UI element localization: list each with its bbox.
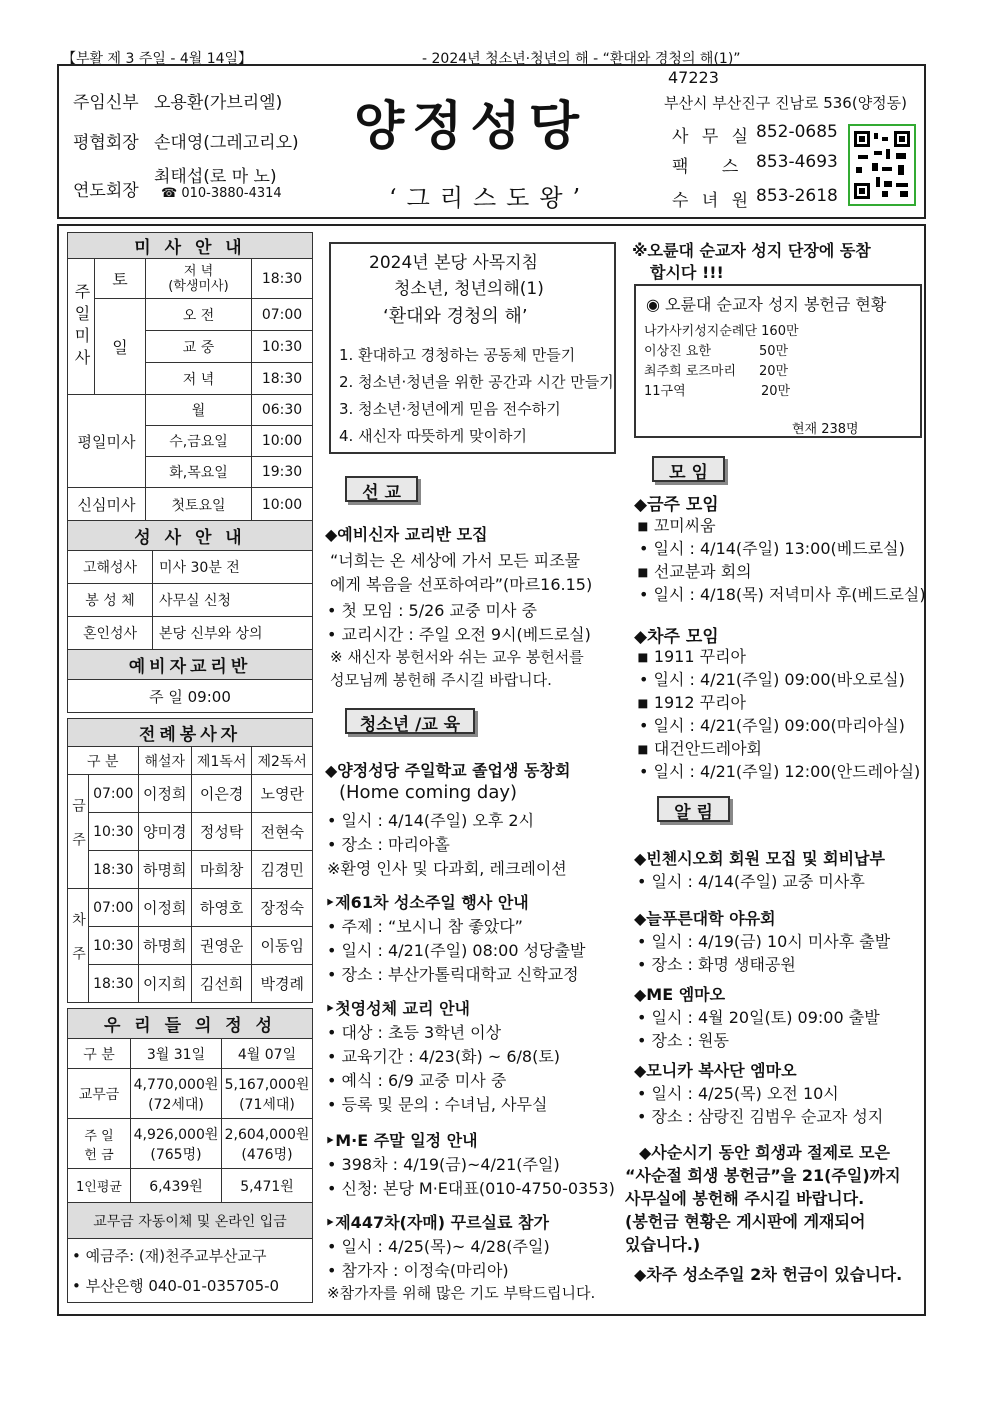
account-number: • 부산은행 040-01-035705-0 — [72, 1276, 280, 1295]
youth-h3: ‣첫영성체 교리 안내 — [325, 999, 471, 1018]
nuns-phone: 853-2618 — [756, 186, 838, 206]
meeting-m1-name: 꼬미씨움 — [653, 516, 716, 535]
youth-d1: • 398차 : 4/19(금)~4/21(주일) — [327, 1155, 560, 1174]
wd2: 수,금요일 — [146, 426, 252, 457]
off-r3: 1인평균 — [68, 1169, 131, 1203]
office-label: 사 무 실 — [672, 127, 753, 147]
offering-table — [67, 1008, 313, 1303]
meetings-this: ◆금주 모임 — [634, 495, 719, 515]
off-r2a: 4,926,000원 — [133, 1126, 219, 1143]
sv-5-1: 이지희 — [138, 965, 191, 1003]
shrine-note-1: ※오륜대 순교자 성지 단장에 동참 — [632, 241, 871, 260]
youth-b2: • 일시 : 4/21(주일) 08:00 성당출발 — [327, 941, 586, 960]
sv-4-2: 권영운 — [191, 927, 252, 965]
sv-3-0: 07:00 — [89, 889, 139, 927]
youth-c3: • 예식 : 6/9 교중 미사 중 — [327, 1071, 507, 1090]
sv-1-1: 양미경 — [138, 813, 191, 851]
weekday-mass-label: 평일미사 — [68, 395, 146, 488]
servers-h1: 해설자 — [138, 747, 191, 775]
sv-3-1: 이정희 — [138, 889, 191, 927]
notice-c1: • 일시 : 4월 20일(토) 09:00 출발 — [637, 1008, 880, 1027]
header-box — [57, 64, 926, 219]
parish-title: 양정성당 — [354, 96, 587, 157]
sv-4-0: 10:30 — [89, 927, 139, 965]
youth-tag: 청소년 /교 육 — [345, 708, 475, 734]
meeting-m1-time: • 일시 : 4/14(주일) 13:00(베드로실) — [639, 539, 905, 558]
wd1-time: 06:30 — [252, 395, 313, 426]
first-sat-label: 신심미사 — [68, 488, 146, 522]
meeting-n2: ◾ 1912 꾸리아 — [637, 693, 746, 712]
off-h2: 4월 07일 — [222, 1039, 313, 1069]
sat-time: 18:30 — [252, 259, 313, 299]
shrine-title: ◉ 오륜대 순교자 성지 봉헌금 현황 — [646, 295, 887, 314]
mission-quote-2: 에게 복음을 선포하여라”(마르16.15) — [330, 575, 593, 594]
pastoral-l3: ‘환대와 경청의 해’ — [383, 306, 528, 327]
youth-name: 최태섭(로 마 노) — [154, 167, 277, 187]
parish-subtitle: ‘그리스도왕’ — [389, 184, 591, 212]
sac-v3: 본당 신부와 상의 — [153, 617, 313, 650]
off-h1: 3월 31일 — [131, 1039, 222, 1069]
sv-2-0: 18:30 — [89, 851, 139, 889]
sv-0-2: 이은경 — [191, 775, 252, 813]
off-r2b2: (476명) — [241, 1146, 293, 1163]
notice-d2: • 장소 : 삼랑진 김범우 순교자 성지 — [637, 1107, 884, 1126]
youth-d2: • 신청: 본당 M·E대표(010-4750-0353) — [327, 1179, 615, 1198]
sv-0-0: 07:00 — [89, 775, 139, 813]
meeting-n3-time: • 일시 : 4/21(주일) 12:00(안드레아실) — [639, 762, 921, 781]
servers-h2: 제1독서 — [191, 747, 252, 775]
notice-a1: • 일시 : 4/14(주일) 교중 미사후 — [637, 872, 865, 891]
first-sat-time: 10:00 — [252, 488, 313, 522]
meeting-n3: ◾ 대건안드레아회 — [637, 739, 763, 758]
shrine-r1v: 50만 — [759, 344, 789, 359]
youth-a2: • 장소 : 마리아홀 — [327, 835, 450, 854]
off-r1b: 5,167,000원 — [224, 1076, 310, 1093]
notice-d1: • 일시 : 4/25(목) 오전 10시 — [637, 1084, 839, 1103]
meeting-n1-time: • 일시 : 4/21(주일) 09:00(바오로실) — [639, 670, 905, 689]
meeting-n3-name: 대건안드레아회 — [653, 739, 763, 758]
address: 부산시 부산진구 진남로 536(양정동) — [664, 94, 908, 112]
sun3-time: 18:30 — [252, 363, 313, 395]
pastor-label: 주임신부 — [73, 93, 139, 113]
sv-5-0: 18:30 — [89, 965, 139, 1003]
off-r1b2: (71세대) — [239, 1096, 295, 1113]
sacraments-title: 성 사 안 내 — [68, 521, 313, 551]
shrine-note-2: 합시다 !!! — [650, 263, 724, 282]
this-week-label: 금주 — [68, 775, 89, 889]
youth-c2: • 교육기간 : 4/23(화) ~ 6/8(토) — [327, 1047, 561, 1066]
nuns-label: 수 녀 원 — [672, 191, 753, 211]
pastoral-i2: 2. 청소년·청년을 위한 공간과 시간 만들기 — [339, 373, 614, 391]
fax-label: 팩 스 — [672, 157, 739, 177]
catechumen-title: 예비자교리반 — [68, 650, 313, 680]
fax-phone: 853-4693 — [756, 152, 838, 172]
mission-heading: ◆예비신자 교리반 모집 — [325, 525, 488, 544]
youth-label: 연도회장 — [73, 181, 139, 201]
sv-2-3: 김경민 — [252, 851, 313, 889]
wd3-time: 19:30 — [252, 457, 313, 488]
council-name: 손대영(그레고리오) — [154, 133, 299, 153]
off-r1a2: (72세대) — [148, 1096, 204, 1113]
notice-b1: • 일시 : 4/19(금) 10시 미사후 출발 — [637, 932, 891, 951]
youth-h2: ‣제61차 성소주일 행사 안내 — [325, 893, 529, 912]
offering-title: 우 리 들 의 정 성 — [68, 1009, 313, 1039]
notice-p3: 사무실에 봉헌해 주시길 바랍니다. — [625, 1189, 865, 1208]
mission-a: • 첫 모임 : 5/26 교중 미사 중 — [327, 601, 538, 620]
qr-code-icon — [848, 124, 916, 206]
sunday-mass-label: 주일미사 — [68, 259, 95, 395]
youth-a1: • 일시 : 4/14(주일) 오후 2시 — [327, 811, 535, 830]
notice-p5: 있습니다.) — [625, 1235, 701, 1254]
off-r2a2: (765명) — [150, 1146, 202, 1163]
notice-b2: • 장소 : 화명 생태공원 — [637, 955, 796, 974]
notices-tag: 알 림 — [657, 796, 730, 822]
sv-5-3: 박경례 — [252, 965, 313, 1003]
off-r3b: 5,471원 — [222, 1169, 313, 1203]
sv-0-1: 이정희 — [138, 775, 191, 813]
youth-e3: ※참가자를 위해 많은 기도 부탁드립니다. — [327, 1284, 596, 1302]
meeting-m2: ◾ 선교분과 회의 — [637, 562, 752, 581]
youth-a3: ※환영 인사 및 다과회, 레크레이션 — [327, 859, 567, 878]
sun3: 저 녁 — [146, 363, 252, 395]
sv-0-3: 노영란 — [252, 775, 313, 813]
shrine-r3v: 20만 — [761, 384, 791, 399]
shrine-r2v: 20만 — [759, 364, 789, 379]
sat-evening: 저 녁 — [183, 263, 214, 279]
youth-e2: • 참가자 : 이정숙(마리아) — [327, 1261, 509, 1280]
youth-h1b: (Home coming day) — [339, 782, 518, 803]
notice-h1: ◆빈첸시오회 회원 모집 및 회비납부 — [634, 849, 885, 868]
sun2: 교 중 — [146, 331, 252, 363]
meeting-m2-name: 선교분과 회의 — [653, 562, 752, 581]
youth-c4: • 등록 및 문의 : 수녀님, 사무실 — [327, 1095, 548, 1114]
sac-r3: 혼인성사 — [68, 617, 153, 650]
shrine-r2: 최주희 로즈마리 — [644, 364, 737, 379]
meeting-n2-name: 1912 꾸리아 — [653, 693, 746, 712]
mission-quote-1: “너희는 온 세상에 가서 모든 피조물 — [330, 551, 581, 570]
sac-r2: 봉 성 체 — [68, 584, 153, 617]
notice-h3: ◆ME 엠마오 — [634, 985, 726, 1004]
shrine-r3: 11구역 — [644, 384, 686, 399]
sv-4-3: 이동임 — [252, 927, 313, 965]
mission-c1: ※ 새신자 봉헌서와 쉬는 교우 봉헌서를 — [330, 648, 584, 666]
off-r2b: 2,604,000원 — [224, 1126, 310, 1143]
sun1-time: 07:00 — [252, 299, 313, 331]
mission-b: • 교리시간 : 주일 오전 9시(베드로실) — [327, 625, 591, 644]
servers-h3: 제2독서 — [252, 747, 313, 775]
shrine-total: 현재 238명 — [792, 422, 859, 437]
notice-h2: ◆늘푸른대학 야유회 — [634, 909, 776, 928]
notice-p1: ◆사순시기 동안 희생과 절제로 모은 — [639, 1143, 890, 1162]
pastoral-l2: 청소년, 청년의해(1) — [394, 279, 544, 299]
council-label: 평협회장 — [73, 133, 139, 153]
pastoral-l1: 2024년 본당 사목지침 — [369, 253, 539, 273]
zip-code: 47223 — [668, 68, 719, 87]
notice-p2: “사순절 희생 봉헌금”을 21(주일)까지 — [625, 1166, 901, 1185]
sac-v2: 사무실 신청 — [153, 584, 313, 617]
pastoral-i3: 3. 청소년·청년에게 믿음 전수하기 — [339, 400, 561, 418]
wd2-time: 10:00 — [252, 426, 313, 457]
next-week-label: 차주 — [68, 889, 89, 1003]
sv-5-2: 김선희 — [191, 965, 252, 1003]
wd3: 화,목요일 — [146, 457, 252, 488]
sun-label: 일 — [95, 299, 146, 395]
mission-tag: 선 교 — [345, 476, 418, 502]
youth-b3: • 장소 : 부산가톨릭대학교 신학교정 — [327, 965, 579, 984]
meeting-m1: ◾ 꼬미씨움 — [637, 516, 716, 535]
sac-r1: 고해성사 — [68, 551, 153, 584]
off-h0: 구 분 — [68, 1039, 131, 1069]
sv-4-1: 하명희 — [138, 927, 191, 965]
servers-title: 전례봉사자 — [68, 719, 313, 747]
shrine-r0: 나가사키성지순례단 160만 — [644, 324, 799, 339]
wd1: 월 — [146, 395, 252, 426]
catechumen-time: 주 일 09:00 — [68, 680, 313, 713]
pastoral-i1: 1. 환대하고 경청하는 공동체 만들기 — [339, 346, 576, 364]
sun2-time: 10:30 — [252, 331, 313, 363]
youth-c1: • 대상 : 초등 3학년 이상 — [327, 1023, 502, 1042]
notice-p6: ◆차주 성소주일 2차 헌금이 있습니다. — [634, 1265, 903, 1284]
sat-evening-sub: (학생미사) — [168, 278, 229, 294]
meeting-n1-name: 1911 꾸리아 — [653, 647, 746, 666]
sat-label: 토 — [95, 259, 146, 299]
youth-h4: ‣M·E 주말 일정 안내 — [325, 1131, 478, 1150]
pastor-name: 오용환(가브리엘) — [154, 93, 283, 113]
notice-p4: (봉헌금 현황은 게시판에 게재되어 — [625, 1212, 866, 1231]
mass-schedule-table — [67, 232, 313, 522]
sv-2-1: 하명희 — [138, 851, 191, 889]
youth-phone: ☎ 010-3880-4314 — [161, 186, 282, 201]
sv-3-3: 장정숙 — [252, 889, 313, 927]
account-holder: • 예금주: (재)천주교부산교구 — [72, 1246, 267, 1265]
sv-2-2: 마희창 — [191, 851, 252, 889]
off-r2: 주 일 헌 금 — [68, 1119, 131, 1169]
office-phone: 852-0685 — [756, 122, 838, 142]
sv-1-0: 10:30 — [89, 813, 139, 851]
year-theme: - 2024년 청소년·청년의 해 - “환대와 경청의 해(1)” — [422, 51, 741, 67]
off-r1: 교무금 — [68, 1069, 131, 1119]
sv-3-2: 하영호 — [191, 889, 252, 927]
youth-h1: ◆양정성당 주일학교 졸업생 동창회 — [325, 761, 571, 780]
meeting-m2-time: • 일시 : 4/18(목) 저녁미사 후(베드로실) — [639, 585, 926, 604]
main-box — [57, 224, 926, 1316]
sacraments-table — [67, 520, 313, 713]
sac-v1: 미사 30분 전 — [153, 551, 313, 584]
servers-table — [67, 718, 313, 1003]
shrine-r1: 이상진 요한 — [644, 344, 711, 359]
sv-1-3: 전현숙 — [252, 813, 313, 851]
meetings-next: ◆차주 모임 — [634, 627, 719, 647]
servers-h0: 구 분 — [68, 747, 139, 775]
pastoral-i4: 4. 새신자 따뜻하게 맞이하기 — [339, 427, 528, 445]
auto-transfer-title: 교무금 자동이체 및 온라인 입금 — [68, 1203, 313, 1239]
mass-title: 미 사 안 내 — [68, 233, 313, 259]
off-r1a: 4,770,000원 — [133, 1076, 219, 1093]
first-sat: 첫토요일 — [146, 488, 252, 522]
notice-c2: • 장소 : 원동 — [637, 1031, 729, 1050]
meetings-tag: 모 임 — [652, 456, 725, 482]
youth-h5: ‣제447차(자매) 꾸르실료 참가 — [325, 1213, 549, 1232]
sv-1-2: 정성탁 — [191, 813, 252, 851]
mission-c2: 성모님께 봉헌해 주시길 바랍니다. — [330, 671, 552, 689]
notice-h4: ◆모니카 복사단 엠마오 — [634, 1061, 797, 1080]
sun1: 오 전 — [146, 299, 252, 331]
youth-b1: • 주제 : “보시니 참 좋았다” — [327, 917, 523, 936]
meeting-n1: ◾ 1911 꾸리아 — [637, 647, 746, 666]
meeting-n2-time: • 일시 : 4/21(주일) 09:00(마리아실) — [639, 716, 905, 735]
issue-date: 【부활 제 3 주일 - 4월 14일】 — [62, 51, 253, 67]
off-r3a: 6,439원 — [131, 1169, 222, 1203]
youth-e1: • 일시 : 4/25(목)~ 4/28(주일) — [327, 1237, 550, 1256]
